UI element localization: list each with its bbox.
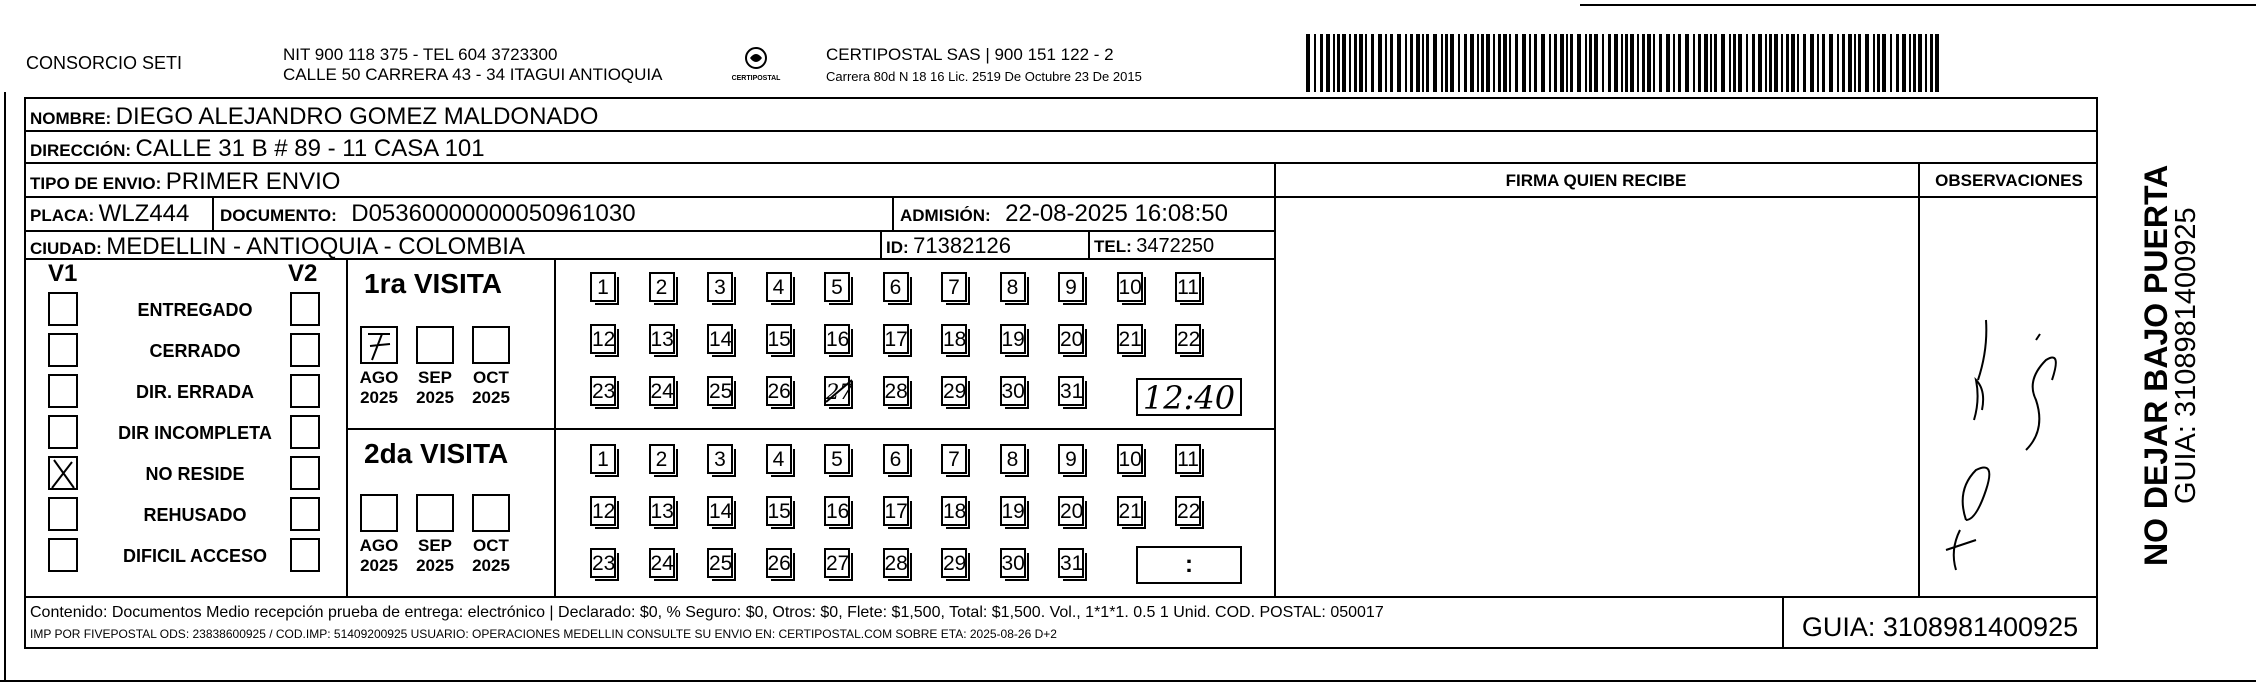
- v2-checkbox-no-reside[interactable]: [290, 456, 320, 490]
- day-box-12[interactable]: 12: [590, 496, 616, 526]
- day-box-23[interactable]: 23: [590, 548, 616, 578]
- reason-label: REHUSADO: [143, 505, 247, 525]
- barcode-bar: [1314, 34, 1316, 92]
- day-box-22[interactable]: 22: [1175, 324, 1201, 354]
- v2-checkbox-dir-errada[interactable]: [290, 374, 320, 408]
- barcode-bar: [1354, 34, 1357, 92]
- reason-label: DIR INCOMPLETA: [118, 423, 272, 443]
- day-box-29[interactable]: 29: [941, 376, 967, 406]
- barcode-bar: [1930, 34, 1933, 92]
- id-label: ID:: [886, 238, 909, 257]
- visit-divider: [346, 428, 1274, 430]
- barcode-bar: [1433, 34, 1437, 92]
- v1-checkbox-dir-errada[interactable]: [48, 374, 78, 408]
- company-name: CONSORCIO SETI: [26, 53, 183, 73]
- barcode-bar: [1486, 34, 1490, 92]
- day-box-6[interactable]: 6: [883, 272, 909, 302]
- barcode-bar: [1470, 34, 1474, 92]
- month-checkbox-ago[interactable]: [360, 494, 398, 532]
- second-visit-time[interactable]: :: [1136, 546, 1242, 584]
- barcode-bar: [1422, 34, 1424, 92]
- barcode-bar: [1594, 34, 1598, 92]
- recipient-name: DIEGO ALEJANDRO GOMEZ MALDONADO: [115, 103, 599, 130]
- document-value: D05360000000050961030: [351, 200, 636, 227]
- reason-label: DIFICIL ACCESO: [122, 546, 267, 566]
- day-box-2[interactable]: 2: [649, 444, 675, 474]
- day-box-24[interactable]: 24: [649, 548, 675, 578]
- shipment-type: PRIMER ENVIO: [165, 168, 341, 195]
- barcode-bar: [1822, 34, 1825, 92]
- barcode-bar: [1817, 34, 1819, 92]
- day-box-20[interactable]: 20: [1058, 324, 1084, 354]
- city-cell: [30, 233, 525, 261]
- month-checkbox-sep[interactable]: [416, 494, 454, 532]
- barcode-bar: [1349, 34, 1351, 92]
- barcode-bar: [1642, 34, 1645, 92]
- barcode-bar: [1359, 34, 1363, 92]
- barcode-bar: [1585, 34, 1587, 92]
- barcode-bar: [1714, 34, 1717, 92]
- day-box-18[interactable]: 18: [941, 496, 967, 526]
- barcode-bar: [1925, 34, 1927, 92]
- day-box-25[interactable]: 25: [707, 548, 733, 578]
- name-row: [30, 103, 598, 131]
- v1-checkbox-entregado[interactable]: [48, 292, 78, 326]
- months-divider: [554, 258, 556, 596]
- barcode-bar: [1758, 34, 1762, 92]
- barcode-bar: [1426, 34, 1429, 92]
- day-box-19[interactable]: 19: [1000, 324, 1026, 354]
- certipostal-logo: [726, 42, 786, 88]
- barcode-bar: [1445, 34, 1448, 92]
- admission-value: 22-08-2025 16:08:50: [1005, 200, 1228, 227]
- day-box-31[interactable]: 31: [1058, 376, 1084, 406]
- admission-label: ADMISIÓN:: [900, 206, 991, 225]
- barcode-bar: [1685, 34, 1689, 92]
- day-box-25[interactable]: 25: [707, 376, 733, 406]
- barcode-bar: [1729, 34, 1731, 92]
- address-line: CALLE 50 CARRERA 43 - 34 ITAGUI ANTIOQUIA: [283, 65, 663, 84]
- day-box-21[interactable]: 21: [1117, 496, 1143, 526]
- tel-label: TEL:: [1094, 237, 1132, 256]
- day-box-8[interactable]: 8: [1000, 272, 1026, 302]
- admission-cell: [900, 200, 1228, 228]
- month-label: AGO 2025: [359, 536, 399, 575]
- barcode-bar: [1326, 34, 1330, 92]
- v1-checkbox-dir-incompleta[interactable]: [48, 415, 78, 449]
- barcode-bar: [1803, 34, 1806, 92]
- barcode-bar: [1918, 34, 1922, 92]
- barcode-bar: [1365, 34, 1367, 92]
- barcode-bar: [1738, 34, 1742, 92]
- day-box-4[interactable]: 4: [766, 272, 792, 302]
- barcode-bar: [1630, 34, 1634, 92]
- day-box-12[interactable]: 12: [590, 324, 616, 354]
- day-box-7[interactable]: 7: [941, 444, 967, 474]
- barcode-bar: [1913, 34, 1916, 92]
- day-box-22[interactable]: 22: [1175, 496, 1201, 526]
- barcode-bar: [1653, 34, 1655, 92]
- first-visit-time[interactable]: 12:40: [1136, 378, 1242, 416]
- day-box-30[interactable]: 30: [1000, 376, 1026, 406]
- barcode-bar: [1791, 34, 1795, 92]
- day-box-31[interactable]: 31: [1058, 548, 1084, 578]
- day-box-10[interactable]: 10: [1117, 444, 1143, 474]
- barcode-bar: [1873, 34, 1875, 92]
- month-label: AGO 2025: [359, 368, 399, 407]
- barcode-bar: [1902, 34, 1906, 92]
- nit-line: NIT 900 118 375 - TEL 604 3723300: [283, 45, 558, 64]
- barcode-bar: [1781, 34, 1783, 92]
- barcode-bar: [1647, 34, 1651, 92]
- day-box-27[interactable]: 27: [824, 376, 850, 406]
- barcode-bar: [1477, 34, 1479, 92]
- day-box-23[interactable]: 23: [590, 376, 616, 406]
- rule-plate: [24, 230, 1274, 232]
- left-edge-line: [4, 92, 6, 680]
- tel-value: 3472250: [1136, 235, 1215, 257]
- barcode: [1306, 34, 1944, 92]
- barcode-bar: [1458, 34, 1460, 92]
- barcode-bar: [1522, 34, 1526, 92]
- barcode-bar: [1549, 34, 1551, 92]
- day-box-28[interactable]: 28: [883, 548, 909, 578]
- barcode-bar: [1441, 34, 1443, 92]
- second-visit-label: 2da VISITA: [364, 438, 509, 469]
- barcode-bar: [1896, 34, 1899, 92]
- signer-header: FIRMA QUIEN RECIBE: [1505, 171, 1687, 190]
- barcode-bar: [1378, 34, 1382, 92]
- barcode-bar: [1829, 34, 1833, 92]
- bottom-edge-line: [0, 680, 2256, 682]
- day-box-11[interactable]: 11: [1175, 444, 1201, 474]
- month-checkbox-oct[interactable]: [472, 494, 510, 532]
- barcode-bar: [1704, 34, 1708, 92]
- reasons-divider: [346, 258, 348, 596]
- logo-text: CERTIPOSTAL: [731, 75, 781, 82]
- day-box-20[interactable]: 20: [1058, 496, 1084, 526]
- barcode-bar: [1515, 34, 1518, 92]
- signature-left-border: [1274, 162, 1276, 596]
- day-box-30[interactable]: 30: [1000, 548, 1026, 578]
- barcode-bar: [1666, 34, 1670, 92]
- document-label: DOCUMENTO:: [220, 206, 337, 225]
- day-box-10[interactable]: 10: [1117, 272, 1143, 302]
- day-box-18[interactable]: 18: [941, 324, 967, 354]
- day-box-5[interactable]: 5: [824, 272, 850, 302]
- barcode-bar: [1865, 34, 1869, 92]
- month-label: SEP 2025: [416, 368, 454, 407]
- day-box-13[interactable]: 13: [649, 324, 675, 354]
- day-box-13[interactable]: 13: [649, 496, 675, 526]
- side-guia: GUIA: 3108981400925: [2170, 207, 2202, 504]
- month-checkbox-ago[interactable]: [360, 326, 398, 364]
- day-box-9[interactable]: 9: [1058, 272, 1084, 302]
- day-box-26[interactable]: 26: [766, 376, 792, 406]
- carrier-license: Carrera 80d N 18 16 Lic. 2519 De Octubre 23 De 2015: [826, 69, 1142, 84]
- barcode-bar: [1570, 34, 1573, 92]
- barcode-bar: [1774, 34, 1778, 92]
- barcode-bar: [1333, 34, 1335, 92]
- document-cell: [220, 200, 636, 228]
- day-box-27[interactable]: 27: [824, 548, 850, 578]
- barcode-bar: [1673, 34, 1675, 92]
- day-box-11[interactable]: 11: [1175, 272, 1201, 302]
- handwritten-observation: [1926, 270, 2086, 580]
- imp-line: IMP POR FIVEPOSTAL ODS: 23838600925 / COD.IMP: 51409200925 USUARIO: OPERACIONES MEDELLIN CONSULTE SU ENVIO EN: CERTIPOSTAL.COM SOBRE ETA: 2025-08-26 D+2: [30, 627, 1057, 641]
- barcode-bar: [1306, 34, 1310, 92]
- name-label: NOMBRE:: [30, 109, 112, 128]
- type-label: TIPO DE ENVIO:: [30, 174, 162, 193]
- barcode-bar: [1786, 34, 1789, 92]
- v1-label: V1: [48, 260, 78, 287]
- day-box-17[interactable]: 17: [883, 496, 909, 526]
- barcode-bar: [1746, 34, 1748, 92]
- barcode-bar: [1797, 34, 1799, 92]
- doc-adm-divider: [892, 196, 894, 230]
- top-edge-line: [1580, 4, 2256, 6]
- id-value: 71382126: [913, 233, 1012, 258]
- day-box-16[interactable]: 16: [824, 496, 850, 526]
- barcode-bar: [1842, 34, 1845, 92]
- month-label: OCT 2025: [472, 536, 510, 575]
- barcode-bar: [1710, 34, 1712, 92]
- barcode-bar: [1371, 34, 1374, 92]
- reason-label: CERRADO: [149, 341, 241, 361]
- barcode-bar: [1614, 34, 1618, 92]
- barcode-bar: [1589, 34, 1592, 92]
- barcode-bar: [1534, 34, 1537, 92]
- month-checkbox-sep[interactable]: [416, 326, 454, 364]
- barcode-bar: [1390, 34, 1393, 92]
- type-row: [30, 168, 340, 196]
- contents-line: Contenido: Documentos Medio recepción prueba de entrega: electrónico | Declarado: $0, % Seguro: $0, Otros: $0, Flete: $1,500, Total: $1,500. Vol., 1*1*1. 0.5 1 Unid. COD. POSTAL: 050017: [30, 604, 1384, 621]
- first-visit-label: 1ra VISITA: [364, 268, 502, 299]
- barcode-bar: [1848, 34, 1852, 92]
- city-value: MEDELLIN - ANTIOQUIA - COLOMBIA: [106, 233, 525, 260]
- barcode-bar: [1678, 34, 1681, 92]
- v2-checkbox-dir-incompleta[interactable]: [290, 415, 320, 449]
- barcode-bar: [1621, 34, 1623, 92]
- day-box-2[interactable]: 2: [649, 272, 675, 302]
- barcode-bar: [1385, 34, 1387, 92]
- v2-checkbox-rehusado[interactable]: [290, 497, 320, 531]
- barcode-bar: [1541, 34, 1545, 92]
- footer-guia-divider: [1782, 596, 1784, 649]
- v2-label: V2: [288, 260, 318, 287]
- day-box-5[interactable]: 5: [824, 444, 850, 474]
- id-tel-divider: [1088, 230, 1090, 258]
- barcode-bar: [1410, 34, 1413, 92]
- v2-checkbox-dificil-acceso[interactable]: [290, 538, 320, 572]
- barcode-bar: [1608, 34, 1611, 92]
- barcode-bar: [1909, 34, 1911, 92]
- barcode-bar: [1464, 34, 1467, 92]
- day-box-21[interactable]: 21: [1117, 324, 1143, 354]
- day-box-15[interactable]: 15: [766, 496, 792, 526]
- reason-label: DIR. ERRADA: [135, 382, 254, 402]
- barcode-bar: [1837, 34, 1839, 92]
- carrier-line: CERTIPOSTAL SAS | 900 151 122 - 2: [826, 45, 1114, 64]
- plate-cell: [30, 200, 189, 228]
- barcode-bar: [1625, 34, 1628, 92]
- day-box-3[interactable]: 3: [707, 444, 733, 474]
- barcode-bar: [1481, 34, 1484, 92]
- barcode-bar: [1416, 34, 1420, 92]
- observations-header: OBSERVACIONES: [1935, 171, 2083, 190]
- barcode-bar: [1721, 34, 1725, 92]
- rule-type: [24, 196, 2098, 198]
- barcode-bar: [1935, 34, 1939, 92]
- plate-doc-divider: [212, 196, 214, 230]
- recipient-address: CALLE 31 B # 89 - 11 CASA 101: [135, 135, 485, 162]
- guia-box: GUIA: 3108981400925: [1801, 612, 2079, 642]
- barcode-bar: [1858, 34, 1861, 92]
- barcode-bar: [1752, 34, 1755, 92]
- day-box-1[interactable]: 1: [590, 444, 616, 474]
- v2-checkbox-entregado[interactable]: [290, 292, 320, 326]
- barcode-bar: [1769, 34, 1772, 92]
- barcode-bar: [1882, 34, 1886, 92]
- barcode-bar: [1890, 34, 1892, 92]
- address-label: DIRECCIÓN:: [30, 141, 132, 160]
- barcode-bar: [1765, 34, 1767, 92]
- id-cell: [886, 233, 1011, 259]
- day-box-7[interactable]: 7: [941, 272, 967, 302]
- day-box-19[interactable]: 19: [1000, 496, 1026, 526]
- barcode-bar: [1659, 34, 1662, 92]
- barcode-bar: [1854, 34, 1856, 92]
- no-dejar-warning: NO DEJAR BAJO PUERTA: [2138, 164, 2174, 566]
- day-box-29[interactable]: 29: [941, 548, 967, 578]
- barcode-bar: [1503, 34, 1507, 92]
- city-id-divider: [880, 230, 882, 258]
- barcode-bar: [1698, 34, 1701, 92]
- v1-checkbox-cerrado[interactable]: [48, 333, 78, 367]
- day-box-17[interactable]: 17: [883, 324, 909, 354]
- day-box-28[interactable]: 28: [883, 376, 909, 406]
- day-box-15[interactable]: 15: [766, 324, 792, 354]
- barcode-bar: [1450, 34, 1454, 92]
- barcode-bar: [1320, 34, 1323, 92]
- day-box-1[interactable]: 1: [590, 272, 616, 302]
- v1-checkbox-rehusado[interactable]: [48, 497, 78, 531]
- barcode-bar: [1693, 34, 1695, 92]
- v1-checkbox-no-reside[interactable]: [48, 456, 78, 490]
- month-label: OCT 2025: [472, 368, 510, 407]
- day-box-8[interactable]: 8: [1000, 444, 1026, 474]
- barcode-bar: [1337, 34, 1340, 92]
- barcode-bar: [1602, 34, 1604, 92]
- day-box-4[interactable]: 4: [766, 444, 792, 474]
- day-box-16[interactable]: 16: [824, 324, 850, 354]
- reason-label: NO RESIDE: [145, 464, 245, 484]
- barcode-bar: [1637, 34, 1639, 92]
- city-label: CIUDAD:: [30, 239, 102, 258]
- day-box-26[interactable]: 26: [766, 548, 792, 578]
- barcode-bar: [1566, 34, 1568, 92]
- barcode-bar: [1877, 34, 1880, 92]
- reason-label: ENTREGADO: [137, 300, 253, 320]
- barcode-bar: [1529, 34, 1531, 92]
- barcode-bar: [1509, 34, 1511, 92]
- address-row: [30, 135, 485, 163]
- rule-footer: [24, 596, 2098, 598]
- barcode-bar: [1554, 34, 1557, 92]
- barcode-bar: [1405, 34, 1407, 92]
- day-box-14[interactable]: 14: [707, 496, 733, 526]
- month-checkbox-oct[interactable]: [472, 326, 510, 364]
- day-box-6[interactable]: 6: [883, 444, 909, 474]
- day-box-14[interactable]: 14: [707, 324, 733, 354]
- barcode-bar: [1577, 34, 1581, 92]
- v1-checkbox-dificil-acceso[interactable]: [48, 538, 78, 572]
- observations-left-border: [1918, 162, 1920, 596]
- barcode-bar: [1397, 34, 1401, 92]
- tel-cell: [1094, 235, 1214, 258]
- plate-label: PLACA:: [30, 206, 95, 225]
- barcode-bar: [1733, 34, 1736, 92]
- v2-checkbox-cerrado[interactable]: [290, 333, 320, 367]
- day-box-24[interactable]: 24: [649, 376, 675, 406]
- barcode-bar: [1810, 34, 1814, 92]
- day-box-3[interactable]: 3: [707, 272, 733, 302]
- barcode-bar: [1560, 34, 1564, 92]
- barcode-bar: [1342, 34, 1346, 92]
- barcode-bar: [1498, 34, 1501, 92]
- barcode-bar: [1493, 34, 1495, 92]
- plate-value: WLZ444: [98, 200, 190, 227]
- month-label: SEP 2025: [416, 536, 454, 575]
- day-box-9[interactable]: 9: [1058, 444, 1084, 474]
